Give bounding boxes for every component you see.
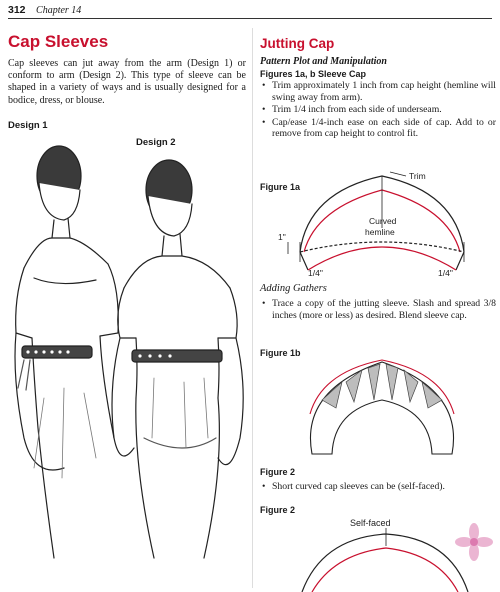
chapter-name: Chapter 14 [36,5,82,16]
list-item: • Trim approximately 1 inch from cap height (hemline will swing away from arm). [260,80,496,103]
curved-label-2: hemline [365,227,395,237]
bullet-list-2 [260,298,496,321]
pattern-heading: Pattern Plot and Manipulation [260,56,387,67]
list-item: • Short curved cap sleeves can be (self-faced). [260,481,496,493]
curved-label-1: Curved [369,216,397,226]
flower-icon [454,522,494,562]
figures-1ab-heading: Figures 1a, b Sleeve Cap [260,69,367,79]
list-item: • Trim 1/4 inch from each side of underseam. [260,104,496,116]
list-item: • Cap/ease 1/4-inch ease on each side of cap. Add to or remove from cap height to control fit. [260,117,496,140]
header-rule [8,18,492,19]
adding-gathers-heading: Adding Gathers [260,283,327,294]
list-item: • Trace a copy of the jutting sleeve. Slash and spread 3/8 inches (more or less) as desired. Blend sleeve cap. [260,298,496,321]
quarter-inch-right: 1/4" [438,268,453,278]
figure-1b-diagram [292,350,472,462]
bullet-list-3 [260,481,496,493]
left-column [8,32,246,107]
running-header [8,3,492,17]
design-2-label: Design 2 [136,137,176,148]
page-number: 312 [8,4,26,16]
figure-1a-label: Figure 1a [260,182,301,192]
section-title: Cap Sleeves [8,32,109,51]
jutting-cap-title: Jutting Cap [260,36,335,51]
bullet-list-1 [260,80,496,140]
fashion-illustration [4,138,248,578]
figure-1b-label: Figure 1b [260,348,301,358]
watermark-logo [404,522,494,582]
figure-2-heading: Figure 2 [260,467,296,477]
quarter-inch-left: 1/4" [308,268,323,278]
right-column [260,36,496,141]
design-1-label: Design 1 [8,120,48,131]
trim-label: Trim [409,171,426,181]
intro-paragraph: Cap sleeves can jut away from the arm (Design 1) or conform to arm (Design 2). This type of sleeve can be shaped in a variety of ways and is usually designed for a bodice, dress, or blouse. [8,58,246,106]
figure-2-label: Figure 2 [260,505,296,515]
figure-design-1 [15,146,118,558]
self-faced-label: Self-faced [350,518,391,528]
figure-1a-diagram [278,162,478,280]
figure-design-2 [112,160,243,558]
one-inch-label: 1" [278,232,286,242]
column-divider [252,28,253,588]
